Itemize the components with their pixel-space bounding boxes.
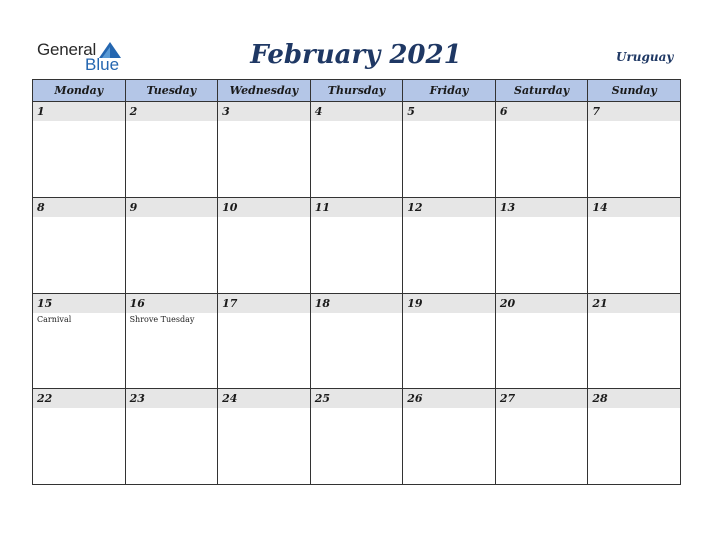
day-cell (125, 293, 218, 389)
day-cell (310, 197, 403, 293)
day-number: 24 (218, 389, 310, 408)
logo-blue-text: Blue (85, 55, 120, 74)
logo-general-text: General (37, 40, 97, 59)
day-cell (588, 197, 681, 293)
day-cell (218, 293, 311, 389)
day-number: 20 (496, 294, 588, 313)
country-label: Uruguay (616, 50, 674, 64)
day-cell (125, 102, 218, 198)
day-cell (403, 389, 496, 485)
day-number: 10 (218, 198, 310, 217)
day-number: 23 (126, 389, 218, 408)
day-cell (33, 197, 126, 293)
day-cell (33, 389, 126, 485)
day-number: 17 (218, 294, 310, 313)
day-cell (495, 293, 588, 389)
day-cell (125, 389, 218, 485)
day-cell (218, 197, 311, 293)
day-number: 7 (588, 102, 680, 121)
day-cell (495, 197, 588, 293)
weekday-header: Sunday (588, 80, 681, 102)
day-number: 11 (311, 198, 403, 217)
day-number: 28 (588, 389, 680, 408)
day-cell (33, 293, 126, 389)
page-title: February 2021 (250, 40, 462, 70)
day-number: 4 (311, 102, 403, 121)
day-number: 16 (126, 294, 218, 313)
day-cell (403, 197, 496, 293)
day-cell (310, 389, 403, 485)
day-number: 6 (496, 102, 588, 121)
day-cell (588, 102, 681, 198)
day-cell (588, 389, 681, 485)
day-cell (588, 293, 681, 389)
day-number: 14 (588, 198, 680, 217)
day-cell (310, 293, 403, 389)
day-number: 5 (403, 102, 495, 121)
week-row (33, 389, 681, 485)
day-number: 3 (218, 102, 310, 121)
week-row (33, 197, 681, 293)
day-number: 12 (403, 198, 495, 217)
day-cell (310, 102, 403, 198)
day-cell (403, 293, 496, 389)
week-row (33, 293, 681, 389)
weekday-header: Monday (33, 80, 126, 102)
day-number: 21 (588, 294, 680, 313)
day-number: 26 (403, 389, 495, 408)
weekday-header: Saturday (495, 80, 588, 102)
day-cell (218, 389, 311, 485)
day-cell (33, 102, 126, 198)
holiday-label: Shrove Tuesday (129, 314, 195, 324)
day-cell (403, 102, 496, 198)
calendar-grid (32, 79, 681, 485)
day-number: 25 (311, 389, 403, 408)
day-cell (218, 102, 311, 198)
day-cell (495, 389, 588, 485)
day-number: 2 (126, 102, 218, 121)
day-number: 13 (496, 198, 588, 217)
day-number: 1 (33, 102, 125, 121)
day-number: 22 (33, 389, 125, 408)
day-number: 19 (403, 294, 495, 313)
day-cell (495, 102, 588, 198)
day-number: 15 (33, 294, 125, 313)
holiday-label: Carnival (37, 314, 72, 324)
day-number: 27 (496, 389, 588, 408)
weekday-header: Friday (403, 80, 496, 102)
weekday-header: Thursday (310, 80, 403, 102)
day-cell (125, 197, 218, 293)
weekday-header: Wednesday (218, 80, 311, 102)
weekday-header: Tuesday (125, 80, 218, 102)
day-number: 18 (311, 294, 403, 313)
weekday-header-row (33, 80, 681, 102)
day-number: 9 (126, 198, 218, 217)
week-row (33, 102, 681, 198)
day-number: 8 (33, 198, 125, 217)
